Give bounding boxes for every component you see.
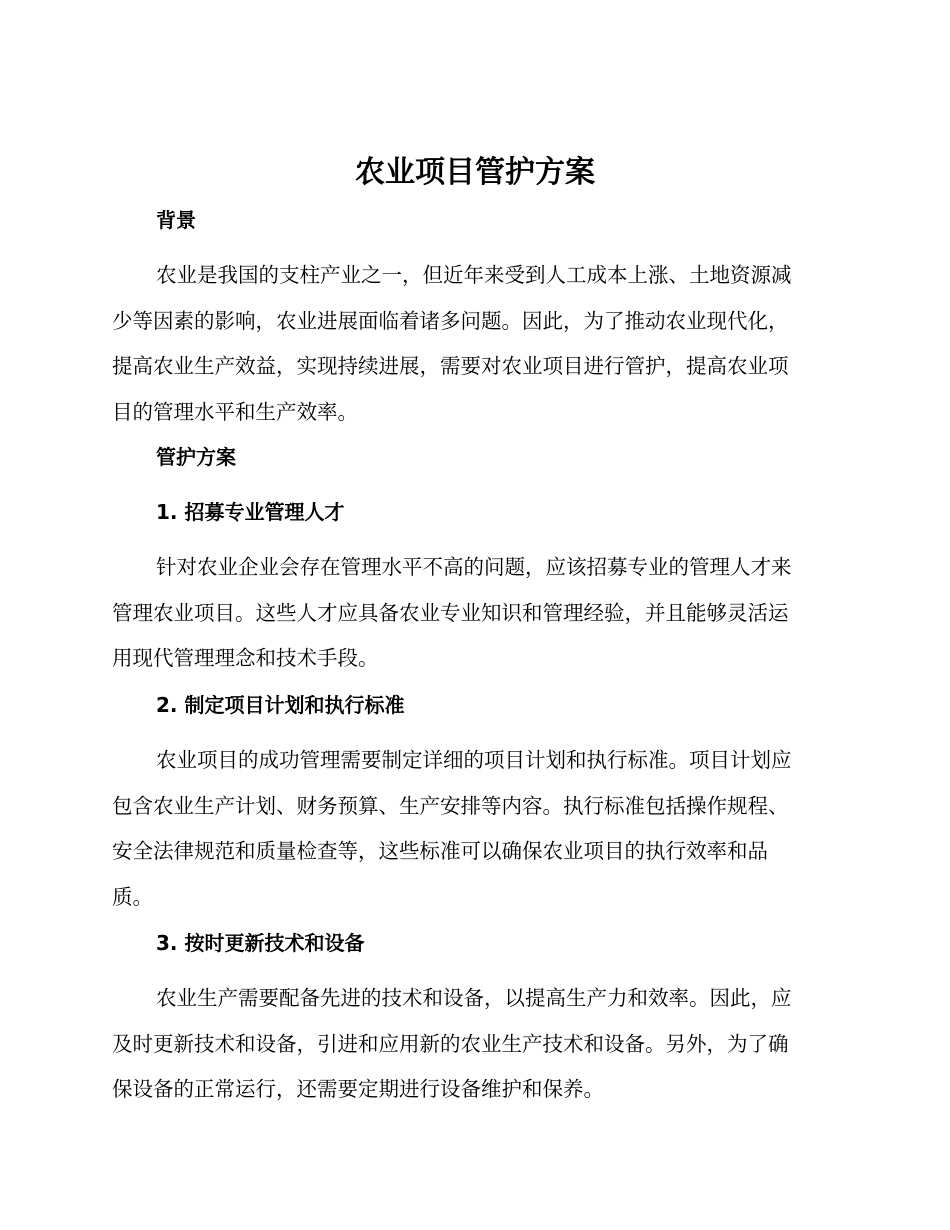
- paragraph-line: 质。: [112, 884, 153, 909]
- paragraph-background: [112, 253, 842, 435]
- section-heading-background: 背景: [156, 208, 196, 232]
- paragraph-recruit: [112, 545, 842, 682]
- section-heading-technology: 3. 按时更新技术和设备: [156, 931, 365, 955]
- paragraph-line: 用现代管理理念和技术手段。: [112, 646, 379, 670]
- paragraph-line: 目的管理水平和生产效率。: [112, 399, 358, 424]
- paragraph-technology: [112, 976, 842, 1113]
- paragraph-line: 管理农业项目。这些人才应具备农业专业知识和管理经验，并且能够灵活运: [112, 600, 789, 625]
- paragraph-line: 保设备的正常运行，还需要定期进行设备维护和保养。: [112, 1077, 604, 1101]
- section-heading-planning: 2. 制定项目计划和执行标准: [156, 693, 405, 717]
- paragraph-line: 包含农业生产计划、财务预算、生产安排等内容。执行标准包括操作规程、: [112, 793, 789, 818]
- paragraph-line: 农业是我国的支柱产业之一，但近年来受到人工成本上涨、土地资源减: [156, 263, 792, 287]
- paragraph-line: 农业项目的成功管理需要制定详细的项目计划和执行标准。项目计划应: [156, 748, 792, 772]
- paragraph-planning: [112, 738, 842, 920]
- section-heading-recruit: 1. 招募专业管理人才: [156, 500, 345, 524]
- paragraph-line: 及时更新技术和设备，引进和应用新的农业生产技术和设备。另外，为了确: [112, 1031, 789, 1056]
- paragraph-line: 提高农业生产效益，实现持续进展，需要对农业项目进行管护，提高农业项: [112, 354, 789, 378]
- section-heading-plan: 管护方案: [156, 445, 236, 469]
- paragraph-line: 安全法律规范和质量检查等，这些标准可以确保农业项目的执行效率和品: [112, 839, 768, 863]
- paragraph-line: 农业生产需要配备先进的技术和设备，以提高生产力和效率。因此，应: [156, 986, 792, 1010]
- paragraph-line: 少等因素的影响，农业进展面临着诸多问题。因此，为了推动农业现代化，: [112, 308, 789, 333]
- paragraph-line: 针对农业企业会存在管理水平不高的问题，应该招募专业的管理人才来: [156, 555, 792, 579]
- document-title: 农业项目管护方案: [355, 155, 595, 190]
